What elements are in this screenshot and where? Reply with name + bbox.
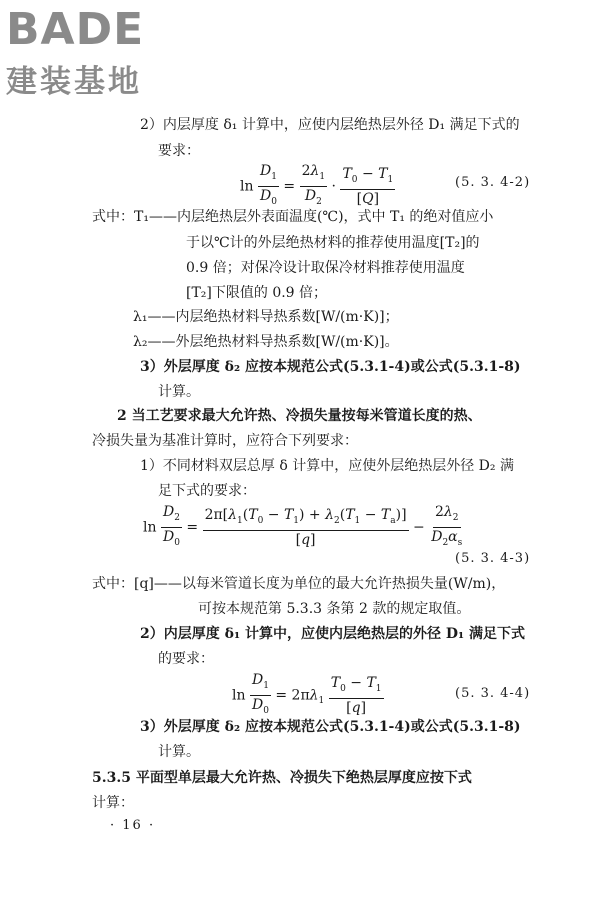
where-t1-line4: [T₂]下限值的 0.9 倍； bbox=[186, 285, 328, 301]
item-2-line1: 2 当工艺要求最大允许热、冷损失量按每米管道长度的热、 bbox=[117, 408, 482, 424]
equation-number: (5. 3. 4-2) bbox=[455, 175, 531, 190]
para-inner-thickness-line1: 2）内层厚度 δ₁ 计算中，应使内层绝热层外径 D₁ 满足下式的 bbox=[140, 117, 520, 133]
where-q-line2: 可按本规范第 5.3.3 条第 2 款的规定取值。 bbox=[198, 601, 471, 617]
equation-number: (5. 3. 4-4) bbox=[455, 686, 531, 701]
equation-5-3-4-2: ln $\frac{D_1}{D_0}$ = $\frac{2\lambda_1}{D_2}$ · $\frac{T_0 - T_1}{[Q]}$ bbox=[240, 163, 394, 207]
equation-5-3-4-4: ln $\frac{D_1}{D_0}$ = $2\pi\lambda_1$ $\frac{T_0 - T_1}{[q]}$ bbox=[232, 672, 382, 716]
logo-wordmark: BADE bbox=[6, 4, 145, 55]
para-outer-thickness-line1: 3）外层厚度 δ₂ 应按本规范公式(5.3.1-4)或公式(5.3.1-8) bbox=[140, 359, 521, 375]
para-outer-thickness-line2: 计算。 bbox=[158, 384, 200, 400]
para-inner-thickness-line2: 要求： bbox=[158, 143, 200, 159]
logo-subtitle: 建装基地 bbox=[6, 64, 142, 100]
para-double-layer-line2: 足下式的要求： bbox=[158, 483, 256, 499]
para-outer-thickness2-line1: 3）外层厚度 δ₂ 应按本规范公式(5.3.1-4)或公式(5.3.1-8) bbox=[140, 719, 521, 735]
section-5-3-5-line2: 计算： bbox=[92, 795, 134, 811]
equation-number: (5. 3. 4-3) bbox=[455, 551, 531, 566]
equation-5-3-4-3: ln $\frac{D_2}{D_0}$ = $\frac{2\pi[\lambda_1(T_0 - T_1) + \lambda_2(T_1 - T_a)]}{[q]}$ − $\frac{2\lambda_2}{D_2\alpha_s}$ bbox=[143, 504, 463, 548]
where-t1-line2: 于以℃计的外层绝热材料的推荐使用温度[T₂]的 bbox=[186, 235, 480, 251]
where-q-line1: 式中：[q]——以每米管道长度为单位的最大允许热损失量(W/m)， bbox=[92, 576, 506, 592]
para-inner-diameter-line1: 2）内层厚度 δ₁ 计算中，应使内层绝热层的外径 D₁ 满足下式 bbox=[140, 626, 525, 642]
where-t1-line3: 0.9 倍；对保冷设计取保冷材料推荐使用温度 bbox=[186, 260, 465, 276]
para-double-layer-line1: 1）不同材料双层总厚 δ 计算中，应使外层绝热层外径 D₂ 满 bbox=[140, 458, 514, 474]
page-number: · 16 · bbox=[110, 818, 156, 833]
section-5-3-5-line1: 5.3.5 平面型单层最大允许热、冷损失下绝热层厚度应按下式 bbox=[92, 770, 472, 786]
para-outer-thickness2-line2: 计算。 bbox=[158, 744, 200, 760]
item-2-line2: 冷损失量为基准计算时，应符合下列要求： bbox=[92, 433, 358, 449]
where-t1-line1: 式中：T₁——内层绝热层外表面温度(℃)，式中 T₁ 的绝对值应小 bbox=[92, 209, 494, 225]
where-lambda1: λ₁——内层绝热材料导热系数[W/(m·K)]； bbox=[133, 309, 399, 325]
where-lambda2: λ₂——外层绝热材料导热系数[W/(m·K)]。 bbox=[133, 334, 399, 350]
para-inner-diameter-line2: 的要求： bbox=[158, 651, 214, 667]
